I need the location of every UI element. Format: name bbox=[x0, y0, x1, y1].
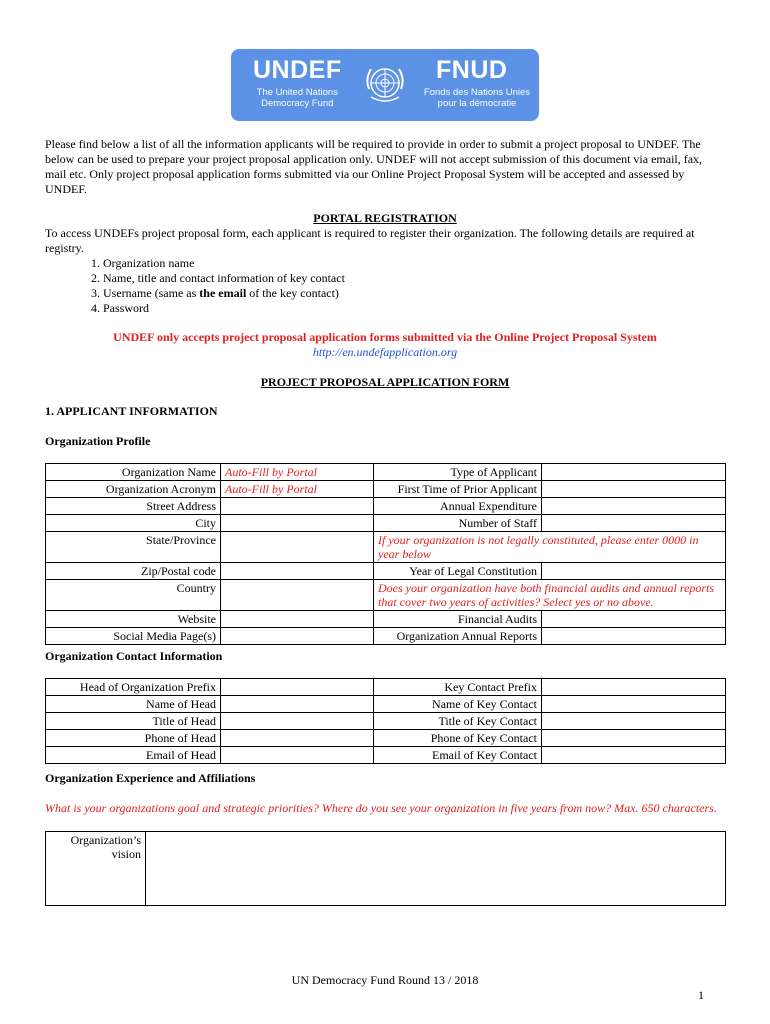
field-street-address[interactable] bbox=[221, 498, 374, 515]
field-first-time-applicant[interactable] bbox=[542, 481, 726, 498]
logo-fnud-sub1: Fonds des Nations Unies bbox=[423, 87, 531, 98]
label-organization-name: Organization Name bbox=[46, 464, 221, 481]
field-key-contact-prefix[interactable] bbox=[542, 679, 726, 696]
field-year-of-legal-constitution[interactable] bbox=[542, 563, 726, 580]
table-row bbox=[46, 515, 726, 532]
field-number-of-staff[interactable] bbox=[542, 515, 726, 532]
undef-logo bbox=[231, 49, 539, 121]
field-email-of-head[interactable] bbox=[221, 747, 374, 764]
field-organization-vision[interactable] bbox=[146, 832, 726, 906]
table-row bbox=[46, 481, 726, 498]
label-email-of-head: Email of Head bbox=[46, 747, 221, 764]
intro-paragraph: Please find below a list of all the information applicants will be required to provide in order to submit a project proposal to UNDEF. The below can be used to prepare your project proposal application only. UNDEF will not accept submission of this document via email, fax, mail etc. Only project proposal application forms submitted via our Online Project Proposal System will be accepted and assessed by UNDEF. bbox=[45, 137, 703, 196]
label-key-contact-prefix: Key Contact Prefix bbox=[374, 679, 542, 696]
table-row bbox=[46, 611, 726, 628]
field-zip-postal-code[interactable] bbox=[221, 563, 374, 580]
table-row bbox=[46, 563, 726, 580]
label-head-prefix: Head of Organization Prefix bbox=[46, 679, 221, 696]
logo-left bbox=[253, 55, 342, 109]
field-annual-expenditure[interactable] bbox=[542, 498, 726, 515]
label-name-of-head: Name of Head bbox=[46, 696, 221, 713]
application-url-link[interactable]: http://en.undefapplication.org bbox=[312, 345, 458, 359]
logo-undef-sub1: The United Nations bbox=[256, 87, 338, 98]
portal-item-4: 4. Password bbox=[103, 301, 725, 316]
contact-information-table bbox=[45, 678, 726, 764]
field-head-prefix[interactable] bbox=[221, 679, 374, 696]
field-organization-name[interactable]: Auto-Fill by Portal bbox=[221, 464, 374, 481]
profile-heading: Organization Profile bbox=[45, 434, 151, 448]
portal-item-3-post: of the key contact) bbox=[246, 286, 339, 300]
label-number-of-staff: Number of Staff bbox=[374, 515, 542, 532]
table-row bbox=[46, 730, 726, 747]
portal-text: To access UNDEFs project proposal form, each applicant is required to register their organization. The following details are required at registry. bbox=[45, 226, 695, 255]
table-row bbox=[46, 713, 726, 730]
table-row bbox=[46, 498, 726, 515]
label-phone-of-head: Phone of Head bbox=[46, 730, 221, 747]
label-street-address: Street Address bbox=[46, 498, 221, 515]
portal-item-3-pre: Username (same as bbox=[103, 286, 200, 300]
contact-heading: Organization Contact Information bbox=[45, 649, 223, 663]
portal-item-3-bold: the email bbox=[199, 286, 247, 300]
field-name-of-head[interactable] bbox=[221, 696, 374, 713]
note-audits-reports: Does your organization have both financial audits and annual reports that cover two years of activities? Select yes or no above. bbox=[374, 580, 726, 611]
label-first-time-applicant: First Time of Prior Applicant bbox=[374, 481, 542, 498]
table-row bbox=[46, 580, 726, 611]
table-row bbox=[46, 532, 726, 563]
table-row bbox=[46, 747, 726, 764]
note-legal-constitution: If your organization is not legally constituted, please enter 0000 in year below bbox=[374, 532, 726, 563]
organization-profile-table bbox=[45, 463, 726, 645]
label-zip-postal-code: Zip/Postal code bbox=[46, 563, 221, 580]
label-email-of-key-contact: Email of Key Contact bbox=[374, 747, 542, 764]
field-phone-of-head[interactable] bbox=[221, 730, 374, 747]
logo-undef-title: UNDEF bbox=[253, 56, 342, 84]
label-city: City bbox=[46, 515, 221, 532]
field-social-media[interactable] bbox=[221, 628, 374, 645]
field-organization-acronym[interactable]: Auto-Fill by Portal bbox=[221, 481, 374, 498]
field-email-of-key-contact[interactable] bbox=[542, 747, 726, 764]
label-type-of-applicant: Type of Applicant bbox=[374, 464, 542, 481]
table-row bbox=[46, 696, 726, 713]
field-city[interactable] bbox=[221, 515, 374, 532]
logo-fnud-title: FNUD bbox=[436, 56, 508, 84]
portal-heading: PORTAL REGISTRATION bbox=[313, 211, 457, 225]
label-annual-reports: Organization Annual Reports bbox=[374, 628, 542, 645]
section-applicant-info: 1. APPLICANT INFORMATION bbox=[45, 404, 218, 418]
label-title-of-key-contact: Title of Key Contact bbox=[374, 713, 542, 730]
label-country: Country bbox=[46, 580, 221, 611]
online-system-notice: UNDEF only accepts project proposal application forms submitted via the Online Project Proposal System bbox=[113, 330, 657, 344]
table-row bbox=[46, 679, 726, 696]
experience-heading: Organization Experience and Affiliations bbox=[45, 771, 256, 785]
label-title-of-head: Title of Head bbox=[46, 713, 221, 730]
page-number: 1 bbox=[698, 988, 704, 1002]
label-organization-acronym: Organization Acronym bbox=[46, 481, 221, 498]
portal-item-1: 1. Organization name bbox=[103, 256, 725, 271]
label-state-province: State/Province bbox=[46, 532, 221, 563]
label-phone-of-key-contact: Phone of Key Contact bbox=[374, 730, 542, 747]
label-annual-expenditure: Annual Expenditure bbox=[374, 498, 542, 515]
portal-list bbox=[45, 256, 725, 316]
vision-question: What is your organizations goal and strategic priorities? Where do you see your organization in five years from now? Max. 650 characters. bbox=[45, 801, 717, 815]
field-title-of-head[interactable] bbox=[221, 713, 374, 730]
field-phone-of-key-contact[interactable] bbox=[542, 730, 726, 747]
field-annual-reports[interactable] bbox=[542, 628, 726, 645]
table-row bbox=[46, 464, 726, 481]
field-website[interactable] bbox=[221, 611, 374, 628]
table-row bbox=[46, 832, 726, 906]
field-state-province[interactable] bbox=[221, 532, 374, 563]
label-name-of-key-contact: Name of Key Contact bbox=[374, 696, 542, 713]
form-title: PROJECT PROPOSAL APPLICATION FORM bbox=[260, 375, 510, 389]
field-type-of-applicant[interactable] bbox=[542, 464, 726, 481]
logo-right bbox=[423, 55, 532, 109]
field-title-of-key-contact[interactable] bbox=[542, 713, 726, 730]
label-website: Website bbox=[46, 611, 221, 628]
table-row bbox=[46, 628, 726, 645]
label-social-media: Social Media Page(s) bbox=[46, 628, 221, 645]
logo-fnud-sub2: pour la démocratie bbox=[437, 98, 517, 109]
un-emblem-icon bbox=[361, 59, 409, 107]
logo-undef-sub2: Democracy Fund bbox=[261, 98, 334, 109]
label-year-of-legal-constitution: Year of Legal Constitution bbox=[374, 563, 542, 580]
portal-item-2: 2. Name, title and contact information of key contact bbox=[103, 271, 725, 286]
field-country[interactable] bbox=[221, 580, 374, 611]
field-name-of-key-contact[interactable] bbox=[542, 696, 726, 713]
portal-item-3 bbox=[103, 286, 725, 301]
label-financial-audits: Financial Audits bbox=[374, 611, 542, 628]
field-financial-audits[interactable] bbox=[542, 611, 726, 628]
vision-table bbox=[45, 831, 726, 906]
footer-round: UN Democracy Fund Round 13 / 2018 bbox=[291, 973, 479, 987]
label-organization-vision: Organization’s vision bbox=[46, 832, 146, 906]
